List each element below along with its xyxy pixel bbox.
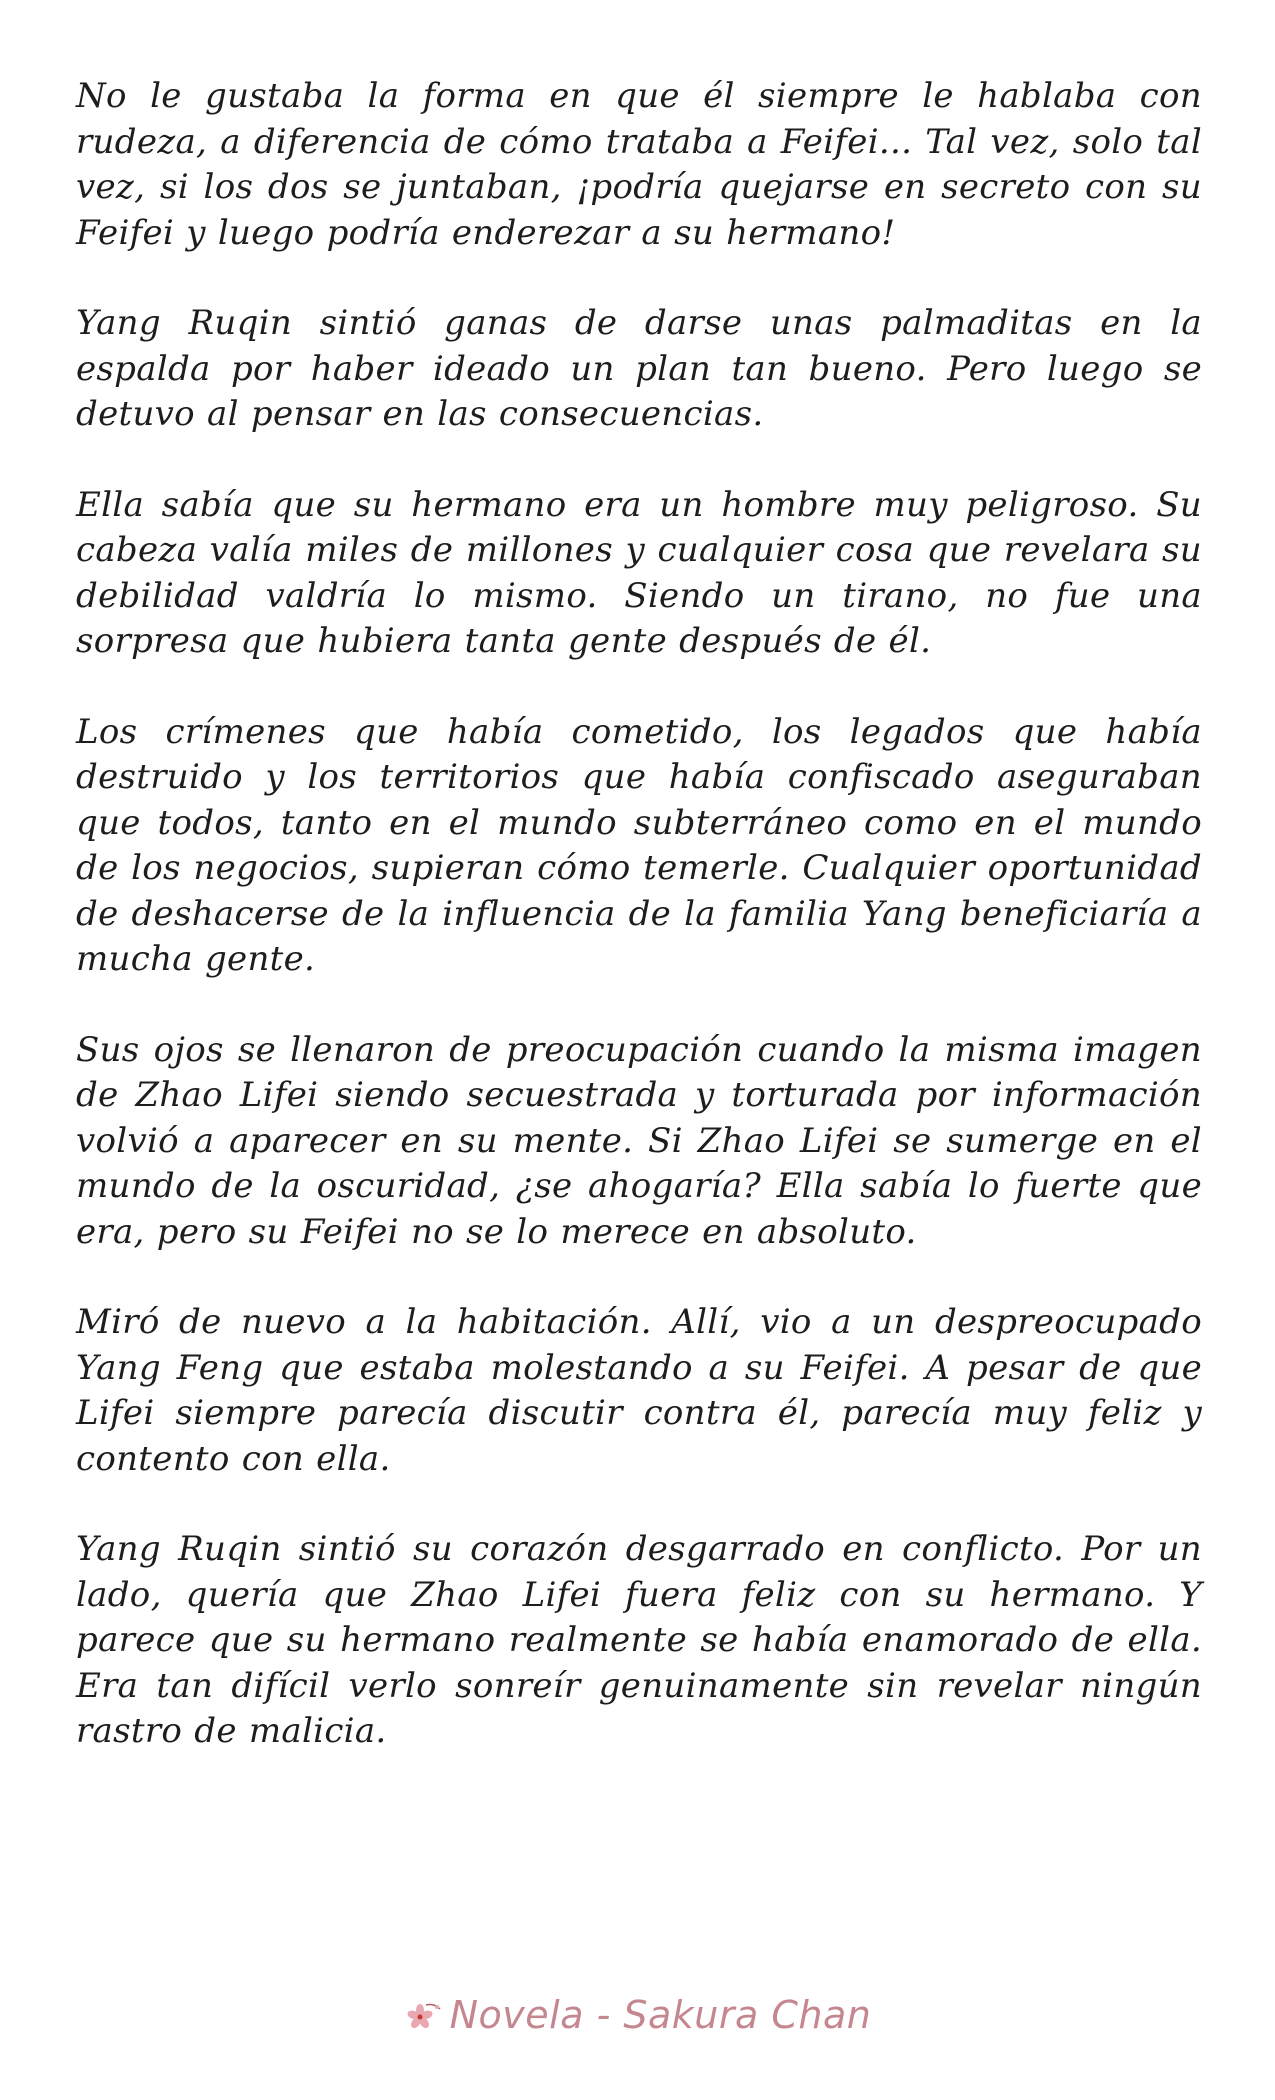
watermark-footer	[0, 1985, 1275, 2045]
story-body	[76, 74, 1202, 1800]
paragraph-6: Miró de nuevo a la habitación. Allí, vio a un despreocupado Yang Feng que estaba molestando a su Feifei. A pesar de que Lifei siempre parecía discutir contra él, parecía muy feliz y contento con ella.	[76, 1302, 1202, 1479]
paragraph-4: Los crímenes que había cometido, los legados que había destruido y los territorios que había confiscado aseguraban que todos, tanto en el mundo subterráneo como en el mundo de los negocios, supieran cómo temerle. Cualquier oportunidad de deshacerse de la influencia de la familia Yang beneficiaría a mucha gente.	[76, 711, 1202, 979]
footer-label: Novela - Sakura Chan	[449, 1993, 872, 2037]
paragraph-2: Yang Ruqin sintió ganas de darse unas palmaditas en la espalda por haber ideado un plan tan bueno. Pero luego se detuvo al pensar en las consecuencias.	[76, 303, 1202, 434]
paragraph-7: Yang Ruqin sintió su corazón desgarrado en conflicto. Por un lado, quería que Zhao Lifei fuera feliz con su hermano. Y parece que su hermano realmente se había enamorado de ella. Era tan difícil verlo sonreír genuinamente sin revelar ningún rastro de malicia.	[76, 1529, 1202, 1751]
sakura-flower-icon	[404, 1995, 444, 2035]
paragraph-3: Ella sabía que su hermano era un hombre muy peligroso. Su cabeza valía miles de millones y cualquier cosa que revelara su debilidad valdría lo mismo. Siendo un tirano, no fue una sorpresa que hubiera tanta gente después de él.	[76, 484, 1202, 661]
paragraph-5: Sus ojos se llenaron de preocupación cuando la misma imagen de Zhao Lifei siendo secuestrada y torturada por información volvió a aparecer en su mente. Si Zhao Lifei se sumerge en el mundo de la oscuridad, ¿se ahogaría? Ella sabía lo fuerte que era, pero su Feifei no se lo merece en absoluto.	[76, 1029, 1202, 1252]
paragraph-1: No le gustaba la forma en que él siempre le hablaba con rudeza, a diferencia de cómo trataba a Feifei... Tal vez, solo tal vez, si los dos se juntaban, ¡podría quejarse en secreto con su Feifei y luego podría enderezar a su hermano!	[76, 76, 1202, 253]
